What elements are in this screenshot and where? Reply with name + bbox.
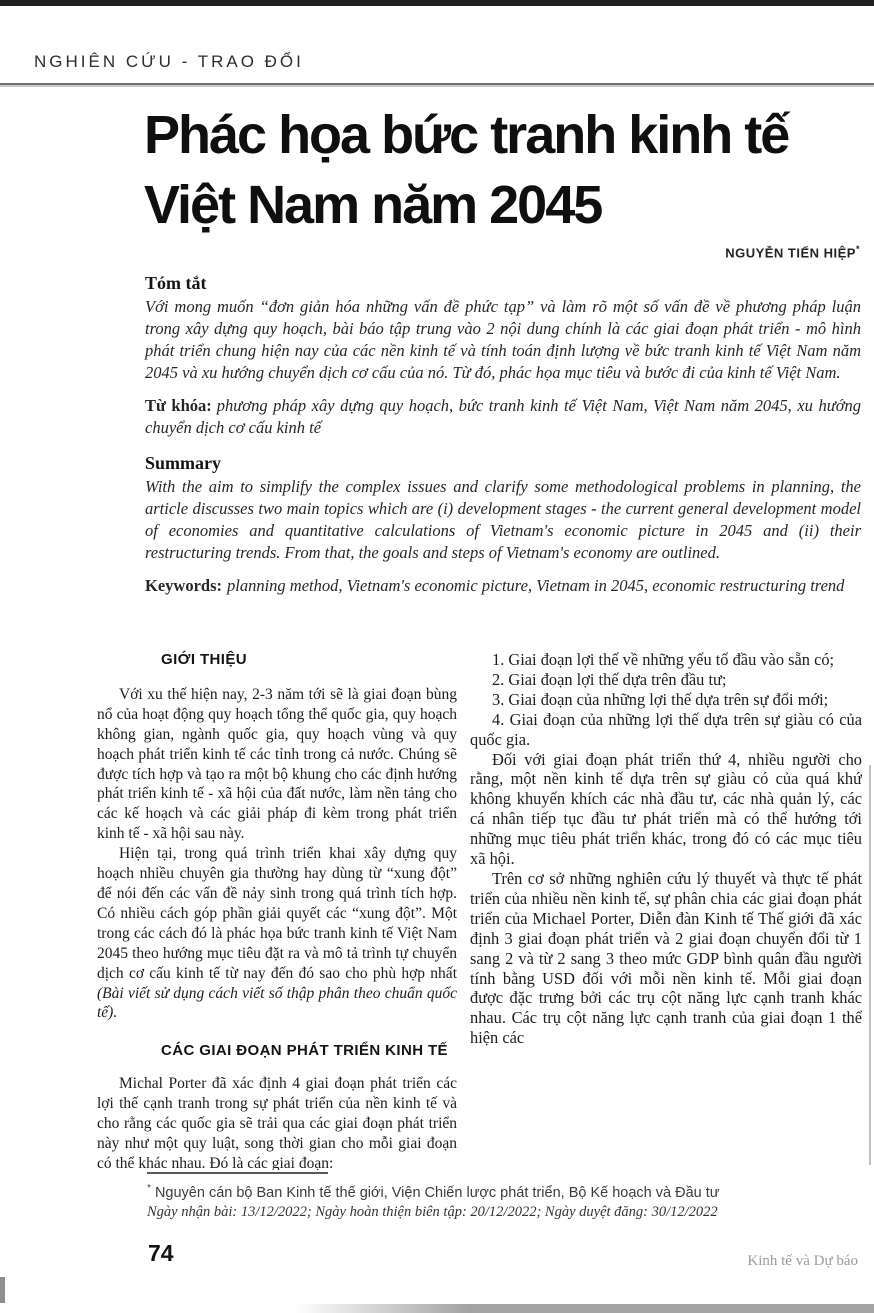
author-footnote-marker: *: [855, 244, 860, 254]
keywords-en: [145, 575, 861, 597]
abstract-vi-heading: Tóm tắt: [145, 273, 207, 293]
stage-item-4: 4. Giai đoạn của những lợi thế dựa trên sự giàu có của quốc gia.: [470, 709, 862, 749]
stages-lead-paragraph: Michal Porter đã xác định 4 giai đoạn phát triển các lợi thế cạnh tranh trong sự phát triển của nền kinh tế và cho rằng các quốc gia sẽ trải qua các giai đoạn phát triển này như một quy luật, song thời gian cho mỗi giai đoạn có thể khác nhau. Đó là các giai đoạn:: [97, 1075, 457, 1170]
footnote-affiliation-text: Nguyên cán bộ Ban Kinh tế thế giới, Viện Chiến lược phát triển, Bộ Kế hoạch và Đầu tư: [154, 1184, 720, 1201]
top-black-bar: [0, 0, 874, 6]
stage-item-3: 3. Giai đoạn của những lợi thế dựa trên sự đổi mới;: [492, 689, 829, 709]
keywords-vi-body: phương pháp xây dựng quy hoạch, bức tranh kinh tế Việt Nam, Việt Nam năm 2045, xu hướng chuyển dịch cơ cấu kinh tế: [145, 396, 861, 437]
page-number: 74: [148, 1240, 174, 1266]
wef-paragraph: Trên cơ sở những nghiên cứu lý thuyết và thực tế phát triển của nhiều nền kinh tế, sự phân chia các giai đoạn phát triển của Michael Porter, Diễn đàn Kinh tế Thế giới đã xác định 3 giai đoạn phát triển và 2 giai đoạn chuyển đổi từ 1 sang 2 và từ 2 sang 3 theo mức GDP bình quân đầu người tính bằng USD đối với mỗi nền kinh tế. Mỗi giai đoạn được đặc trưng bởi các trụ cột năng lực cạnh tranh khác nhau. Các trụ cột năng lực cạnh tranh của giai đoạn 1 thể hiện các: [470, 868, 862, 1048]
journal-name: Kinh tế và Dự báo: [747, 1253, 858, 1269]
stage4-paragraph: Đối với giai đoạn phát triển thứ 4, nhiều người cho rằng, một nền kinh tế dựa trên sự giàu có của quá khứ không khuyến khích các nhà đầu tư, các nhà quản lý, các cá nhân tiếp tục đầu tư phát triển mà có thể hướng tới những mục tiêu phát triển khác, trong đó có các mục tiêu xã hội.: [470, 749, 862, 869]
header-rule: [0, 83, 874, 85]
footnote-dates: Ngày nhận bài: 13/12/2022; Ngày hoàn thiện biên tập: 20/12/2022; Ngày duyệt đăng: 30/12/2022: [147, 1204, 718, 1220]
section-heading-gioi-thieu: GIỚI THIỆU: [161, 651, 247, 668]
keywords-vi: [145, 395, 861, 439]
right-edge-scan-line: [869, 765, 871, 1165]
running-head: NGHIÊN CỨU - TRAO ĐỔI: [34, 52, 304, 71]
spacer: [145, 439, 861, 452]
intro-paragraph-1: Với xu thế hiện nay, 2-3 năm tới sẽ là giai đoạn bùng nổ của hoạt động quy hoạch tổng thể quốc gia, quy hoạch không gian, ngành quốc gia, quy hoạch vùng và quy hoạch phát triển kinh tế các tỉnh trong cả nước. Chúng sẽ được tích hợp và tạo ra một bộ khung cho các định hướng phát triển kinh tế - xã hội của đất nước, làm nền tảng cho các kế hoạch và các giải pháp đi kèm trong phát triển kinh tế - xã hội sau này.: [97, 685, 457, 843]
stage-item-1: 1. Giai đoạn lợi thế về những yếu tố đầu vào sẵn có;: [492, 650, 835, 669]
footnote-affiliation: [147, 1183, 847, 1201]
article-title-line2: Việt Nam năm 2045: [144, 175, 602, 235]
article-title-line1: Phác họa bức tranh kinh tế: [144, 105, 789, 165]
stage-item-2: 2. Giai đoạn lợi thế dựa trên đầu tư;: [492, 669, 727, 689]
abstract-vi-body: Với mong muốn “đơn giản hóa những vấn đề phức tạp” và làm rõ một số vấn đề về phương pháp luận trong xây dựng quy hoạch, bài báo tập trung vào 2 nội dung chính là các giai đoạn phát triển - mô hình phát triển chung hiện nay của các nền kinh tế và tính toán định lượng về bức tranh kinh tế Việt Nam năm 2045 và xu hướng chuyển dịch cơ cấu của nó. Từ đó, phác họa mục tiêu và bước đi của kinh tế Việt Nam.: [145, 297, 861, 382]
intro-paragraph-2-main: Hiện tại, trong quá trình triển khai xây dựng quy hoạch nhiều chuyên gia thường hay dùng từ “xung đột” để nói đến các vấn đề nảy sinh trong quá trình tích hợp. Có nhiều cách góp phần giải quyết các “xung đột”. Một trong các cách đó là phác họa bức tranh kinh tế Việt Nam 2045 theo hướng mục tiêu đặt ra và mô tả trình tự chuyển dịch cơ cấu kinh tế từ nay đến đó sao cho phù hợp nhất: [97, 845, 457, 982]
bottom-scan-bar: [294, 1304, 874, 1313]
left-column: [97, 650, 457, 1170]
abstract-block: [145, 272, 861, 597]
footnote-marker: *: [147, 1183, 151, 1194]
right-column: [470, 650, 862, 1190]
abstract-en-heading: Summary: [145, 453, 221, 473]
footnote-separator: [147, 1172, 328, 1174]
article-title: [144, 100, 866, 240]
left-edge-scan-mark: [0, 1277, 5, 1303]
author-name: NGUYỄN TIẾN HIỆP: [725, 245, 856, 261]
author-byline: [725, 244, 860, 260]
keywords-vi-label: Từ khóa:: [145, 396, 212, 415]
section-heading-giai-doan: CÁC GIAI ĐOẠN PHÁT TRIỂN KINH TẾ: [161, 1042, 448, 1060]
intro-paragraph-2: [97, 844, 457, 1023]
intro-paragraph-2-note: (Bài viết sử dụng cách viết số thập phân theo chuẩn quốc tế).: [97, 984, 457, 1022]
abstract-en-body: With the aim to simplify the complex issues and clarify some methodological problems in planning, the article discusses two main topics which are (i) development stages - the current general development model of economies and quantitative calculations of Vietnam's economic picture in 2045 and (ii) their restructuring trends. From that, the goals and steps of Vietnam's economy are outlined.: [145, 477, 861, 562]
keywords-en-label: Keywords:: [145, 576, 222, 595]
keywords-en-body: planning method, Vietnam's economic picture, Vietnam in 2045, economic restructuring trend: [227, 576, 845, 595]
